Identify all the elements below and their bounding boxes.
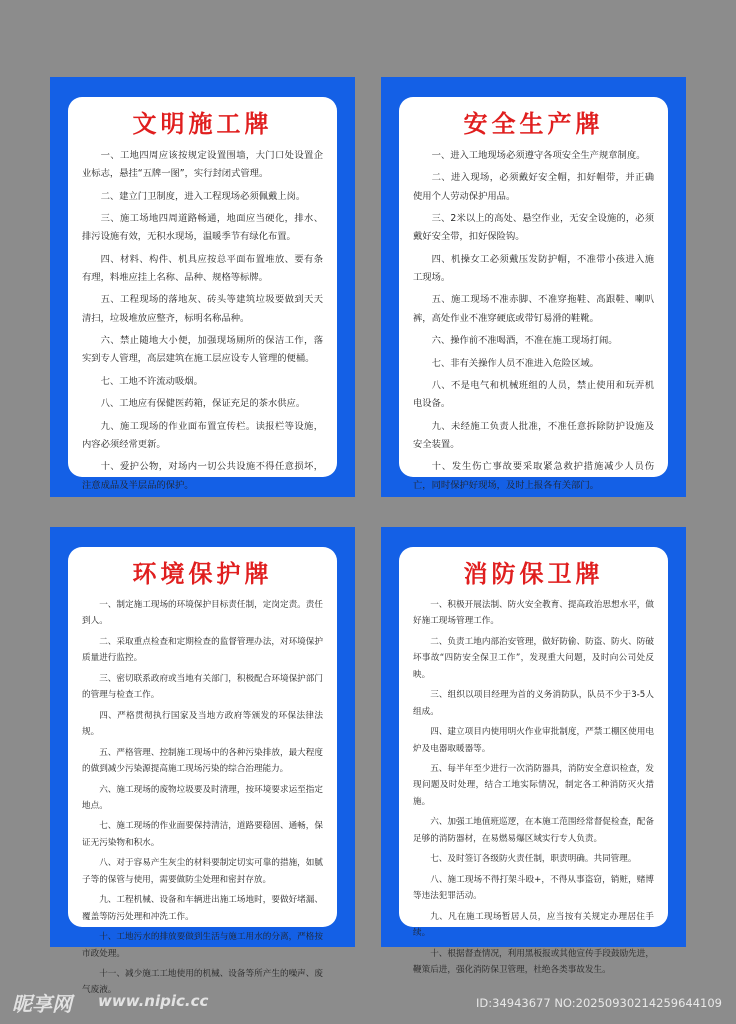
rule-item: 五、每半年至少进行一次消防器具，消防安全意识检查，发现问题及时处理，结合工地实际情况，制定各工种消防灭火措施。 [413, 764, 654, 807]
rule-item: 四、材料、构件、机具应按总平面布置堆放、要有条有理，料堆应挂上名称、品种、规格等标牌。 [82, 253, 323, 284]
board-card [68, 547, 337, 996]
rule-item: 十一、减少施工工地使用的机械、设备等所产生的噪声、废气废液。 [82, 969, 323, 996]
rule-item: 十、根据督查情况，利用黑板报或其他宣传手段鼓励先进，鞭策后进，强化消防保卫管理，杜绝各类事故发生。 [413, 948, 654, 975]
rule-item: 五、施工现场不准赤脚、不准穿拖鞋、高跟鞋、喇叭裤，高处作业不准穿硬底或带钉易滑的鞋靴。 [413, 294, 654, 324]
rule-item: 九、未经施工负责人批准，不准任意拆除防护设施及安全装置。 [413, 420, 654, 450]
rule-item: 十、工地污水的排放要做到生活与施工用水的分离，严格按市政处理。 [82, 932, 323, 959]
board-card [399, 547, 668, 975]
rule-item: 十、发生伤亡事故要采取紧急救护措施减少人员伤亡，同时保护好现场，及时上报各有关部门。 [413, 461, 654, 491]
board-title: 文明施工牌 [132, 110, 273, 138]
board-card [399, 97, 668, 491]
rule-item: 八、不是电气和机械班组的人员，禁止使用和玩弄机电设备。 [413, 379, 654, 410]
rule-item: 六、禁止随地大小便，加强现场厕所的保洁工作，落实到专人管理，高层建筑在施工层应设专人管理的便桶。 [82, 335, 323, 365]
rule-item: 六、操作前不准喝酒，不准在施工现场打闹。 [431, 335, 618, 347]
rule-item: 五、工程现场的落地灰、砖头等建筑垃圾要做到天天清扫，垃圾堆放应整齐，标明名称品种。 [82, 294, 323, 324]
rule-item: 八、对于容易产生灰尘的材料要制定切实可靠的措施，如腻子等的保管与使用，需要做防尘处理和密封存放。 [82, 858, 323, 885]
rule-item: 九、工程机械、设备和车辆进出施工场地时，要做好堵漏、覆盖等防污处理和冲洗工作。 [82, 895, 323, 922]
rule-item: 七、非有关操作人员不准进入危险区域。 [431, 357, 599, 369]
rule-item: 六、施工现场的废物垃圾要及时清理，按环境要求运至指定地点。 [82, 784, 323, 811]
rule-item: 三、密切联系政府或当地有关部门，积极配合环境保护部门的管理与检查工作。 [82, 673, 323, 701]
board-title: 消防保卫牌 [463, 560, 604, 588]
rule-item: 五、严格管理、控制施工现场中的各种污染排放，最大程度的做到减少污染源提高施工现场污染的综合治理能力。 [82, 747, 323, 775]
rule-item: 二、采取重点检查和定期检查的监督管理办法，对环境保护质量进行监控。 [82, 636, 323, 664]
rule-item: 八、工地应有保健医药箱，保证充足的茶水供应。 [100, 398, 306, 410]
rule-item: 二、负责工地内部治安管理，做好防偷、防盗、防火、防破坏事故“四防安全保卫工作”，发现重大问题，及时向公司处反映。 [413, 636, 654, 680]
rule-item: 四、严格贯彻执行国家及当地方政府等颁发的环保法律法规。 [82, 710, 323, 738]
rule-item: 九、凡在施工现场暂居人员，应当按有关规定办理居住手续。 [413, 911, 654, 939]
watermark-url: www.nipic.cc [98, 992, 209, 1010]
board-civilized-construction [50, 77, 355, 497]
board-title: 安全生产牌 [463, 110, 604, 138]
image-id-text: ID:34943677 NO:20250930214259644109 [476, 996, 722, 1010]
rule-item: 四、机操女工必须戴压发防护帽，不准带小孩进入施工现场。 [413, 253, 654, 284]
rule-item: 七、施工现场的作业面要保持清洁，道路要稳固、通畅，保证无污染物和积水。 [82, 821, 323, 848]
rule-item: 二、进入现场，必须戴好安全帽，扣好帽带，并正确使用个人劳动保护用品。 [413, 172, 654, 202]
board-title: 环境保护牌 [132, 560, 273, 588]
rule-item: 三、施工场地四周道路畅通，地面应当硬化，排水、排污设施有效，无积水现场，温暖季节有绿化布置。 [82, 213, 323, 243]
rule-item: 六、加强工地值班巡逻，在本施工范围经常督促检查，配备足够的消防器材，在易燃易爆区域实行专人负责。 [413, 817, 654, 844]
rule-item: 四、建立项目内使用明火作业审批制度，严禁工棚区使用电炉及电器取暖器等。 [413, 727, 654, 754]
rule-item: 十、爱护公物，对场内一切公共设施不得任意损坏，注意成品及半层品的保护。 [82, 461, 323, 491]
board-safety-production [381, 77, 686, 497]
rule-item: 一、进入工地现场必须遵守各项安全生产规章制度。 [431, 150, 646, 161]
rule-item: 三、组织以项目经理为首的义务消防队，队员不少于3-5人组成。 [413, 690, 654, 717]
rule-item: 一、积极开展法制、防火安全教育、提高政治思想水平，做好施工现场管理工作。 [413, 600, 654, 627]
rule-item: 七、及时签订各级防火责任制，职责明确。共同管理。 [430, 854, 637, 865]
rule-item: 八、施工现场不得打架斗殴+，不得从事盗窃，销赃，赌博等违法犯罪活动。 [413, 874, 654, 902]
board-fire-security [381, 527, 686, 975]
board-card [68, 97, 337, 491]
watermark-logo: 昵享网 [12, 992, 72, 1016]
rule-item: 九、施工现场的作业面布置宣传栏。读报栏等设施，内容必须经常更新。 [82, 420, 323, 450]
rule-item: 一、制定施工现场的环境保护目标责任制，定岗定责。责任到人。 [82, 600, 323, 627]
rule-item: 一、工地四周应该按规定设置围墙，大门口处设置企业标志，悬挂“五牌一图”，实行封闭式管理。 [82, 150, 323, 180]
rule-item: 七、工地不许流动吸烟。 [100, 375, 203, 387]
rule-item: 二、建立门卫制度，进入工程现场必须佩戴上岗。 [100, 190, 306, 202]
board-environmental-protection [50, 527, 355, 996]
rule-item: 三、2米以上的高处、悬空作业，无安全设施的，必须戴好安全带，扣好保险钩。 [413, 213, 654, 243]
